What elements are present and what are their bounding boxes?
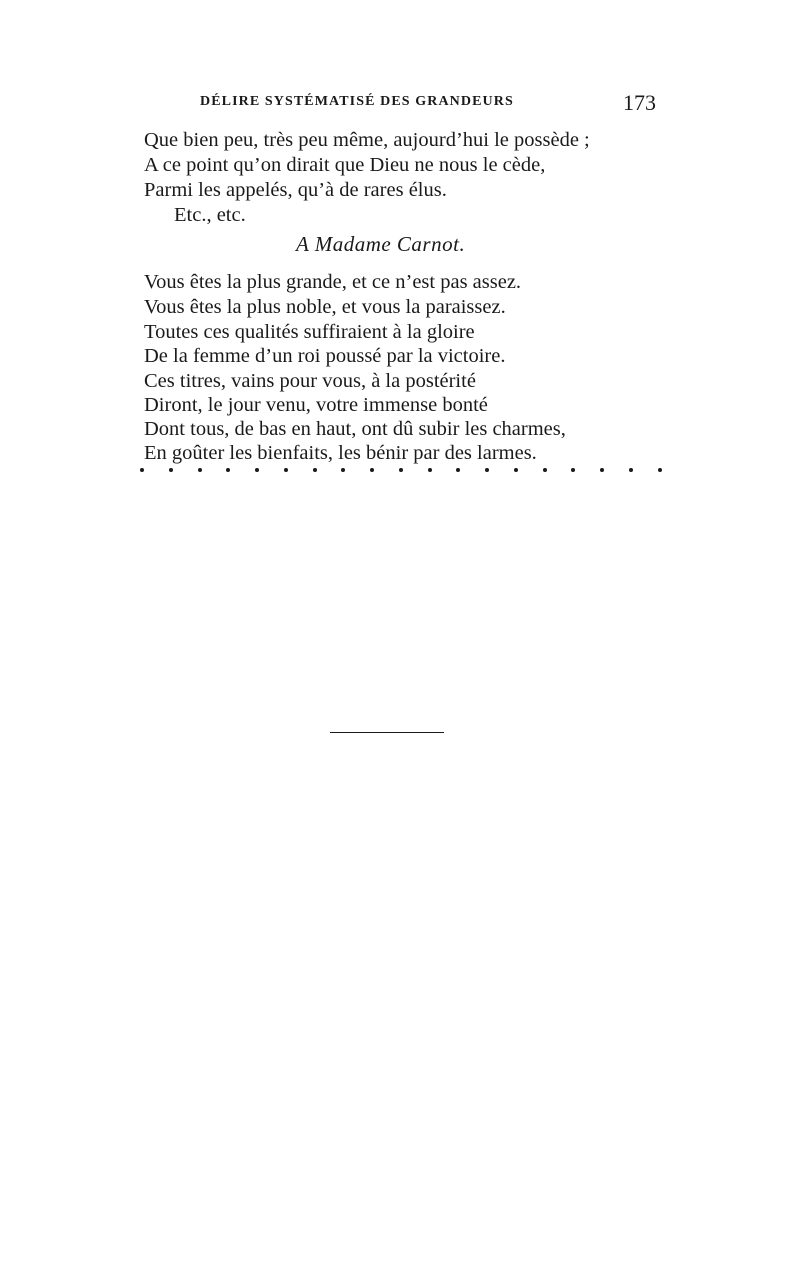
dot [456, 468, 460, 472]
verse-line: En goûter les bienfaits, les bénir par des larmes. [144, 442, 537, 464]
dot [198, 468, 202, 472]
dot [629, 468, 633, 472]
section-end-rule [330, 732, 444, 733]
verse-line: Ces titres, vains pour vous, à la postérité [144, 370, 476, 392]
dot [370, 468, 374, 472]
dot [600, 468, 604, 472]
verse-line: Vous êtes la plus noble, et vous la paraissez. [144, 296, 506, 318]
page-number: 173 [623, 90, 656, 115]
dot [255, 468, 259, 472]
verse-line: Parmi les appelés, qu’à de rares élus. [144, 179, 447, 201]
running-title: DÉLIRE SYSTÉMATISÉ DES GRANDEURS [200, 94, 514, 109]
dot [485, 468, 489, 472]
verse-line: De la femme d’un roi poussé par la victoire. [144, 345, 506, 367]
dot [571, 468, 575, 472]
verse-line: Toutes ces qualités suffiraient à la gloire [144, 321, 475, 343]
dot [399, 468, 403, 472]
verse-line: Vous êtes la plus grande, et ce n’est pas assez. [144, 271, 522, 293]
dot [428, 468, 432, 472]
verse-line: Dont tous, de bas en haut, ont dû subir les charmes, [144, 418, 566, 440]
verse-line: Que bien peu, très peu même, aujourd’hui le possède ; [144, 129, 590, 151]
dot [140, 468, 144, 472]
verse-line: Diront, le jour venu, votre immense bonté [144, 394, 488, 416]
dot [313, 468, 317, 472]
dot [658, 468, 662, 472]
dot [226, 468, 230, 472]
verse-line: A ce point qu’on dirait que Dieu ne nous le cède, [144, 154, 546, 176]
dot [169, 468, 173, 472]
etc-line: Etc., etc. [174, 204, 246, 226]
dot [341, 468, 345, 472]
dot [284, 468, 288, 472]
omission-dots [140, 468, 662, 472]
dot [543, 468, 547, 472]
dot [514, 468, 518, 472]
running-head [200, 90, 660, 116]
dedication-heading: A Madame Carnot. [296, 232, 466, 256]
